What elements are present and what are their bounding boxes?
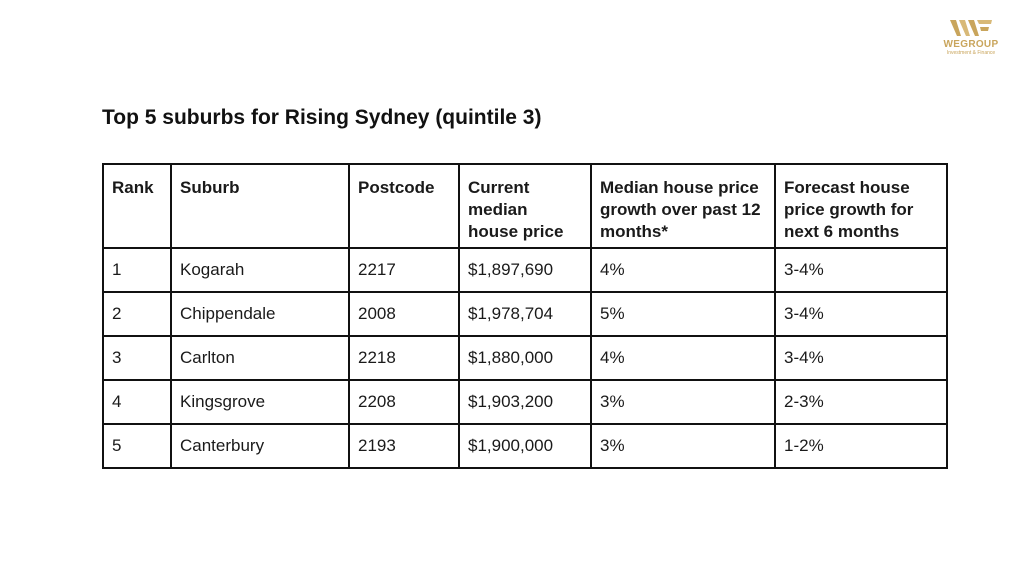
logo-name: WEGROUP	[943, 39, 999, 50]
cell-median-price: $1,978,704	[459, 292, 591, 336]
logo-tagline: Investment & Finance	[946, 50, 996, 56]
cell-suburb: Chippendale	[171, 292, 349, 336]
suburbs-table	[102, 163, 948, 469]
cell-rank: 1	[103, 248, 171, 292]
table-row	[103, 292, 947, 336]
cell-forecast-growth: 3-4%	[775, 248, 947, 292]
cell-rank: 5	[103, 424, 171, 468]
cell-postcode: 2218	[349, 336, 459, 380]
cell-median-price: $1,880,000	[459, 336, 591, 380]
cell-median-price: $1,897,690	[459, 248, 591, 292]
cell-rank: 3	[103, 336, 171, 380]
cell-forecast-growth: 3-4%	[775, 292, 947, 336]
cell-rank: 4	[103, 380, 171, 424]
header-rank: Rank	[103, 164, 171, 248]
wegroup-logo	[936, 18, 1006, 56]
cell-suburb: Kingsgrove	[171, 380, 349, 424]
cell-postcode: 2208	[349, 380, 459, 424]
cell-postcode: 2217	[349, 248, 459, 292]
cell-postcode: 2008	[349, 292, 459, 336]
wegroup-logo-icon	[948, 18, 994, 38]
cell-suburb: Kogarah	[171, 248, 349, 292]
cell-past-growth: 4%	[591, 248, 775, 292]
table-header-row	[103, 164, 947, 248]
cell-suburb: Carlton	[171, 336, 349, 380]
cell-suburb: Canterbury	[171, 424, 349, 468]
cell-past-growth: 3%	[591, 380, 775, 424]
header-forecast-growth-6-months: Forecast house price growth for next 6 months	[775, 164, 947, 248]
header-current-median-price: Current median house price	[459, 164, 591, 248]
cell-forecast-growth: 3-4%	[775, 336, 947, 380]
cell-past-growth: 4%	[591, 336, 775, 380]
table-row	[103, 380, 947, 424]
cell-rank: 2	[103, 292, 171, 336]
cell-postcode: 2193	[349, 424, 459, 468]
cell-forecast-growth: 2-3%	[775, 380, 947, 424]
header-suburb: Suburb	[171, 164, 349, 248]
table-row	[103, 336, 947, 380]
cell-past-growth: 5%	[591, 292, 775, 336]
cell-forecast-growth: 1-2%	[775, 424, 947, 468]
header-postcode: Postcode	[349, 164, 459, 248]
page-title: Top 5 suburbs for Rising Sydney (quintile 3)	[102, 106, 542, 129]
cell-past-growth: 3%	[591, 424, 775, 468]
header-growth-past-12-months: Median house price growth over past 12 months*	[591, 164, 775, 248]
table-row	[103, 248, 947, 292]
table-row	[103, 424, 947, 468]
cell-median-price: $1,900,000	[459, 424, 591, 468]
cell-median-price: $1,903,200	[459, 380, 591, 424]
